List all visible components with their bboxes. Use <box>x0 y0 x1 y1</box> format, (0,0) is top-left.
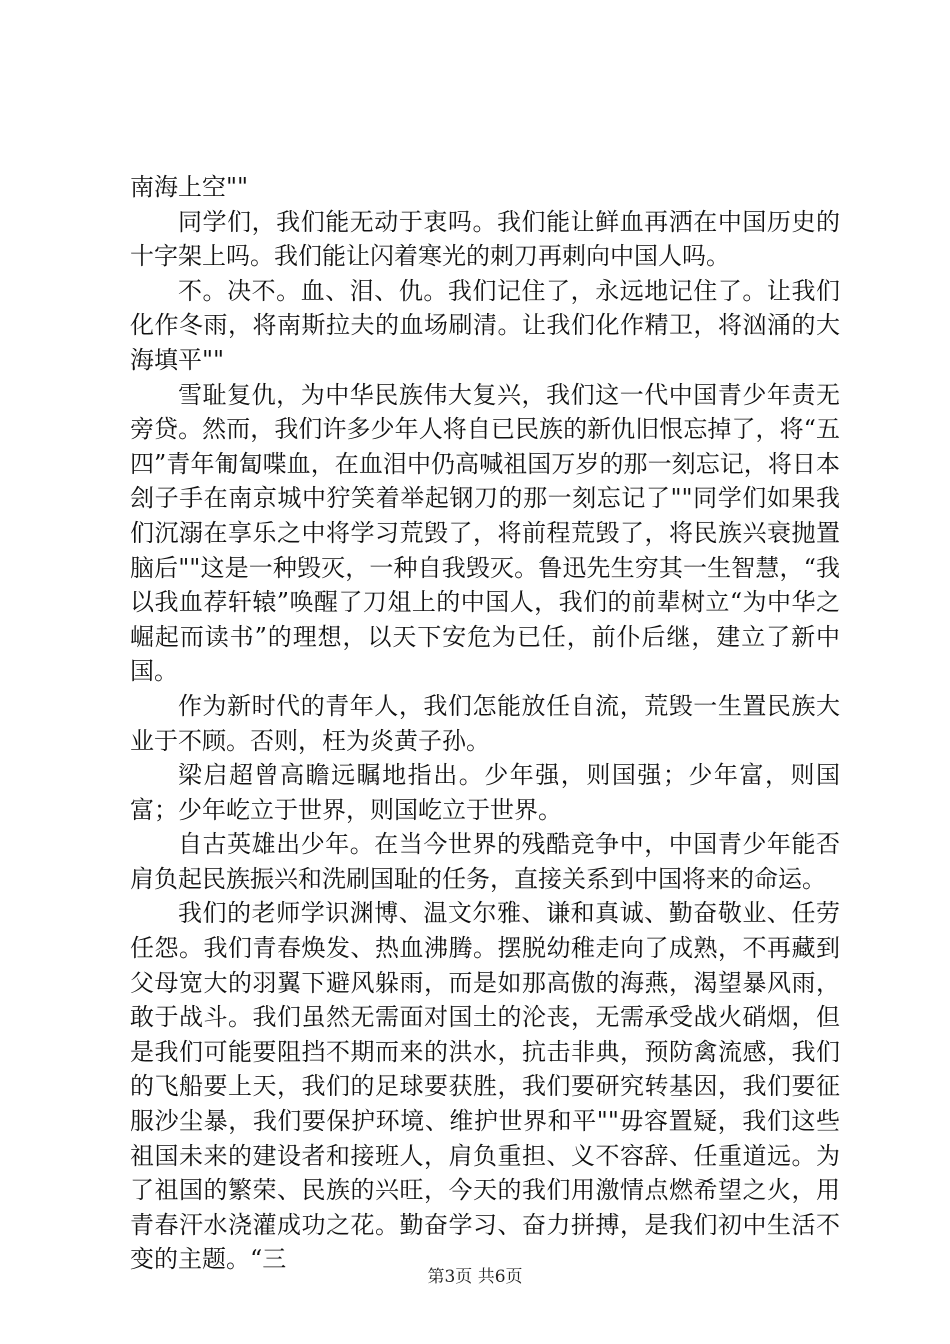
paragraph: 南海上空"" <box>130 173 249 201</box>
paragraph: 雪耻复仇，为中华民族伟大复兴，我们这一代中国青少年责无旁贷。然而，我们许多少年人将自已民族的新仇旧恨忘掉了，将“五四”青年匍匐喋血，在血泪中仍高喊祖国万岁的那一刻忘记，将日本刽子手在南京城中狞笑着举起钢刀的那一刻忘记了""同学们如果我们沉溺在享乐之中将学习荒毁了，将前程荒毁了，将民族兴衰抛置脑后""这是一种毁灭，一种自我毁灭。鲁迅先生穷其一生智慧，“我以我血荐轩辕”唤醒了刀俎上的中国人，我们的前辈树立“为中华之崛起而读书”的理想，以天下安危为已任，前仆后继，建立了新中国。 <box>130 380 840 686</box>
paragraph: 我们的老师学识渊博、温文尔雅、谦和真诚、勤奋敬业、任劳任怨。我们青春焕发、热血沸腾。摆脱幼稚走向了成熟，不再藏到父母宽大的羽翼下避风躲雨，而是如那高傲的海燕，渴望暴风雨，敢于战斗。我们虽然无需面对国土的沦丧，无需承受战火硝烟，但是我们可能要阻挡不期而来的洪水，抗击非典，预防禽流感，我们的飞船要上天，我们的足球要获胜，我们要研究转基因，我们要征服沙尘暴，我们要保护环境、维护世界和平""毋容置疑，我们这些祖国未来的建设者和接班人，肩负重担、义不容辞、任重道远。为了祖国的繁荣、民族的兴旺，今天的我们用激情点燃希望之火，用青春汗水浇灌成功之花。勤奋学习、奋力拼搏，是我们初中生活不变的主题。“三 <box>130 899 840 1274</box>
paragraph: 梁启超曾高瞻远瞩地指出。少年强，则国强；少年富，则国富；少年屹立于世界，则国屹立于世界。 <box>130 761 840 824</box>
paragraph: 不。决不。血、泪、仇。我们记住了，永远地记住了。让我们化作冬雨，将南斯拉夫的血场刷清。让我们化作精卫，将汹涌的大海填平"" <box>130 276 840 374</box>
paragraph: 同学们，我们能无动于衷吗。我们能让鲜血再洒在中国历史的十字架上吗。我们能让闪着寒光的刺刀再刺向中国人吗。 <box>130 207 840 271</box>
paragraph: 自古英雄出少年。在当今世界的残酷竞争中，中国青少年能否肩负起民族振兴和洗刷国耻的任务，直接关系到中国将来的命运。 <box>130 830 840 893</box>
page-number-footer: 第3页 共6页 <box>427 1267 523 1287</box>
body-text <box>130 170 840 1277</box>
paragraph: 作为新时代的青年人，我们怎能放任自流，荒毁一生置民族大业于不顾。否则，枉为炎黄子孙。 <box>130 691 840 755</box>
